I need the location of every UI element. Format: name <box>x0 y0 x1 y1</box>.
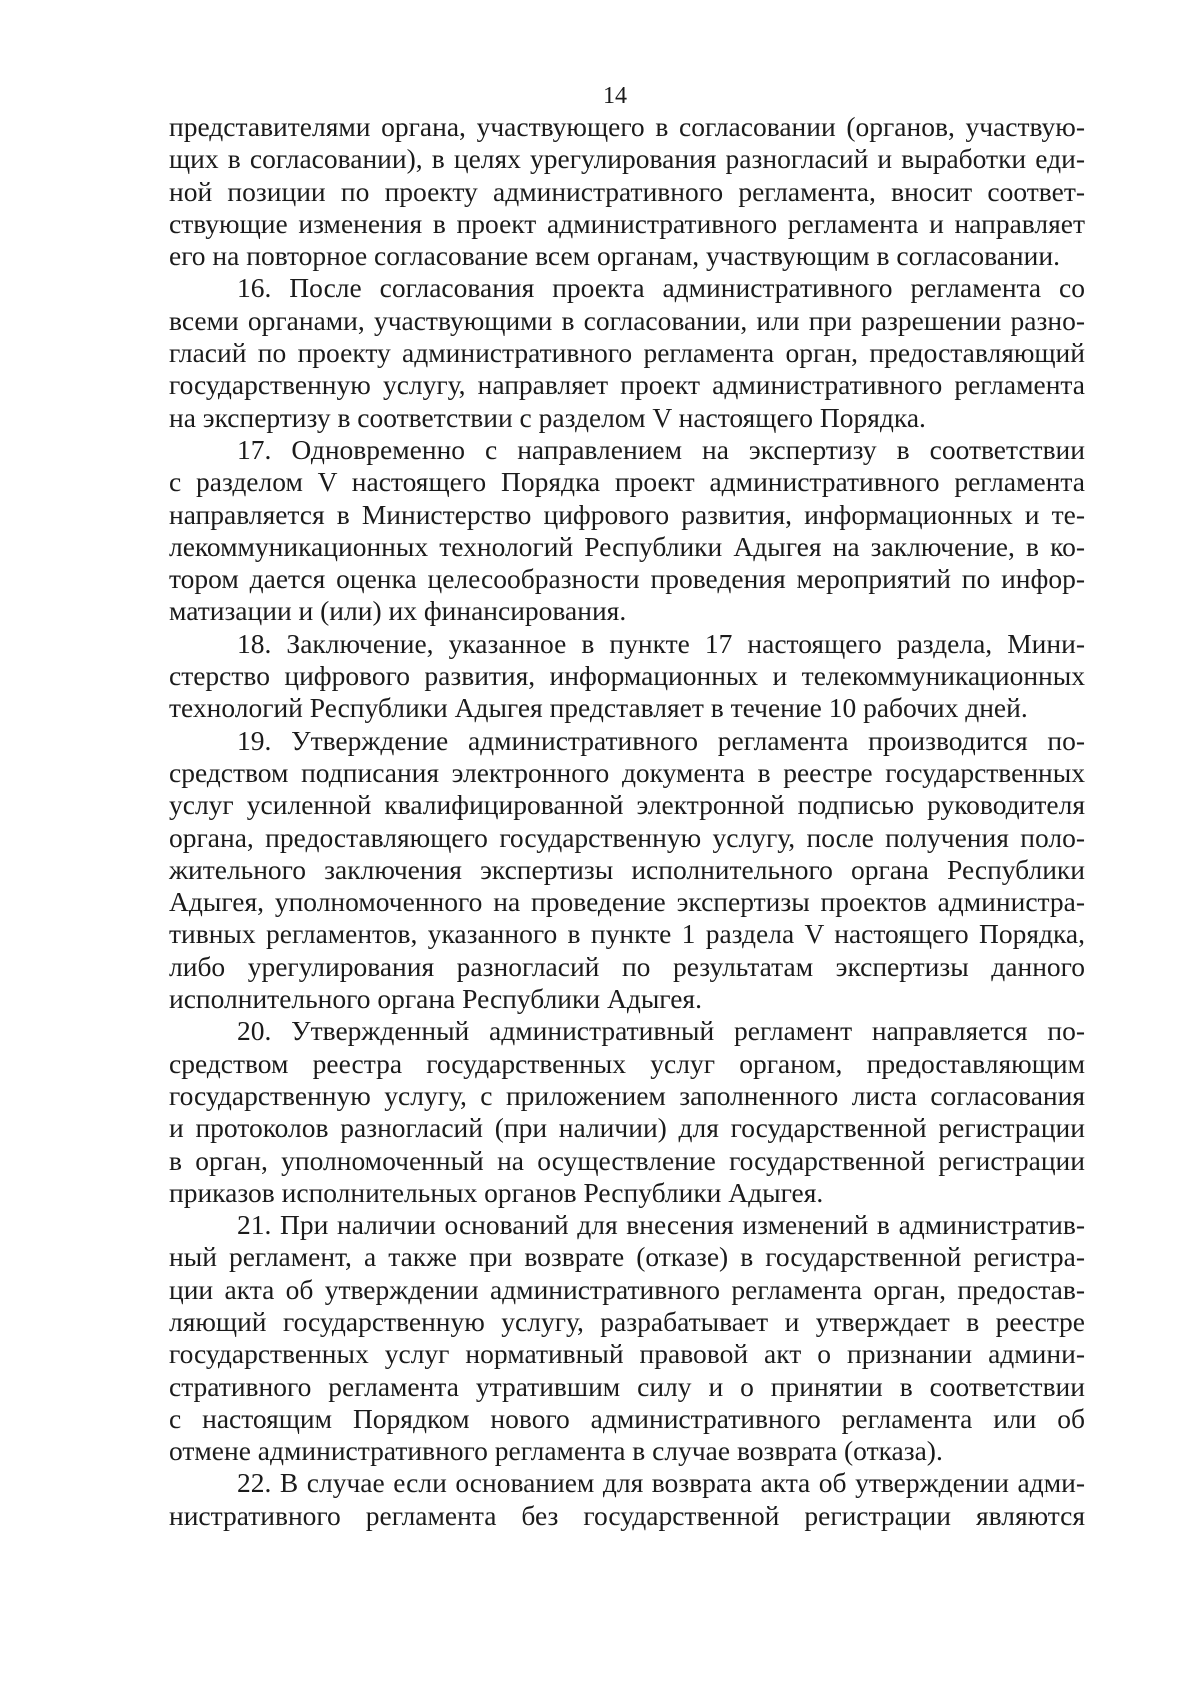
text-line: 18. Заключение, указанное в пункте 17 настоящего раздела, Мини- <box>237 627 1085 659</box>
text-line: нистративного регламента без государственной регистрации являются <box>169 1499 1085 1531</box>
document-body <box>169 111 1085 1532</box>
text-line: стерство цифрового развития, информационных и телекоммуникационных <box>169 660 1085 692</box>
text-line: на экспертизу в соответствии с разделом V настоящего Порядка. <box>169 401 926 433</box>
text-line: тором дается оценка целесообразности проведения мероприятий по инфор- <box>169 563 1085 595</box>
paragraph <box>169 111 1085 272</box>
paragraph <box>169 1015 1085 1209</box>
paragraph <box>169 272 1085 433</box>
text-line: средством реестра государственных услуг органом, предоставляющим <box>169 1047 1085 1079</box>
text-line: его на повторное согласование всем органам, участвующим в согласовании. <box>169 240 1060 272</box>
text-line: гласий по проекту административного регламента орган, предоставляющий <box>169 337 1085 369</box>
paragraph <box>169 628 1085 725</box>
text-line: с разделом V настоящего Порядка проект административного регламента <box>169 466 1085 498</box>
text-line: матизации и (или) их финансирования. <box>169 595 627 627</box>
text-line: ствующие изменения в проект административного регламента и направляет <box>169 207 1085 239</box>
text-line: направляется в Министерство цифрового развития, информационных и те- <box>169 498 1085 530</box>
text-line: стративного регламента утратившим силу и о принятии в соответствии <box>169 1370 1085 1402</box>
text-line: государственных услуг нормативный правовой акт о признании админи- <box>169 1338 1085 1370</box>
text-line: ный регламент, а также при возврате (отказе) в государственной регистра- <box>169 1241 1085 1273</box>
text-line: жительного заключения экспертизы исполнительного органа Республики <box>169 853 1085 885</box>
page-number: 14 <box>603 83 627 109</box>
text-line: 19. Утверждение административного регламента производится по- <box>237 724 1085 756</box>
text-line: всеми органами, участвующими в согласовании, или при разрешении разно- <box>169 304 1085 336</box>
text-line: услуг усиленной квалифицированной электронной подписью руководителя <box>169 789 1085 821</box>
text-line: отмене административного регламента в случае возврата (отказа). <box>169 1435 943 1467</box>
paragraph <box>169 434 1085 628</box>
text-line: 16. После согласования проекта административного регламента со <box>237 272 1085 304</box>
text-line: 21. При наличии оснований для внесения изменений в административ- <box>237 1209 1085 1241</box>
text-line: государственную услугу, направляет проект административного регламента <box>169 369 1085 401</box>
paragraph <box>169 1209 1085 1467</box>
text-line: технологий Республики Адыгея представляет в течение 10 рабочих дней. <box>169 692 1028 724</box>
text-line: 20. Утвержденный административный регламент направляется по- <box>237 1015 1085 1047</box>
text-line: лекоммуникационных технологий Республики Адыгея на заключение, в ко- <box>169 530 1085 562</box>
text-line: ции акта об утверждении административного регламента орган, предостав- <box>169 1273 1085 1305</box>
text-line: исполнительного органа Республики Адыгея. <box>169 983 702 1015</box>
text-line: ляющий государственную услугу, разрабатывает и утверждает в реестре <box>169 1305 1085 1337</box>
text-line: представителями органа, участвующего в согласовании (органов, участвую- <box>169 111 1085 142</box>
text-line: Адыгея, уполномоченного на проведение экспертизы проектов администра- <box>169 886 1085 918</box>
paragraph <box>169 1467 1085 1532</box>
text-line: средством подписания электронного документа в реестре государственных <box>169 756 1085 788</box>
text-line: либо урегулирования разногласий по результатам экспертизы данного <box>169 950 1085 982</box>
text-line: щих в согласовании), в целях урегулирования разногласий и выработки еди- <box>169 143 1085 175</box>
text-line: органа, предоставляющего государственную услугу, после получения поло- <box>169 821 1085 853</box>
text-line: тивных регламентов, указанного в пункте 1 раздела V настоящего Порядка, <box>169 918 1085 950</box>
text-line: 22. В случае если основанием для возврата акта об утверждении адми- <box>237 1467 1085 1499</box>
text-line: в орган, уполномоченный на осуществление государственной регистрации <box>169 1144 1085 1176</box>
text-line: и протоколов разногласий (при наличии) для государственной регистрации <box>169 1112 1085 1144</box>
text-line: приказов исполнительных органов Республики Адыгея. <box>169 1176 824 1208</box>
text-line: с настоящим Порядком нового административного регламента или об <box>169 1402 1085 1434</box>
text-line: государственную услугу, с приложением заполненного листа согласования <box>169 1079 1085 1111</box>
paragraph <box>169 725 1085 1016</box>
text-line: 17. Одновременно с направлением на экспертизу в соответствии <box>237 433 1085 465</box>
text-line: ной позиции по проекту административного регламента, вносит соответ- <box>169 175 1085 207</box>
